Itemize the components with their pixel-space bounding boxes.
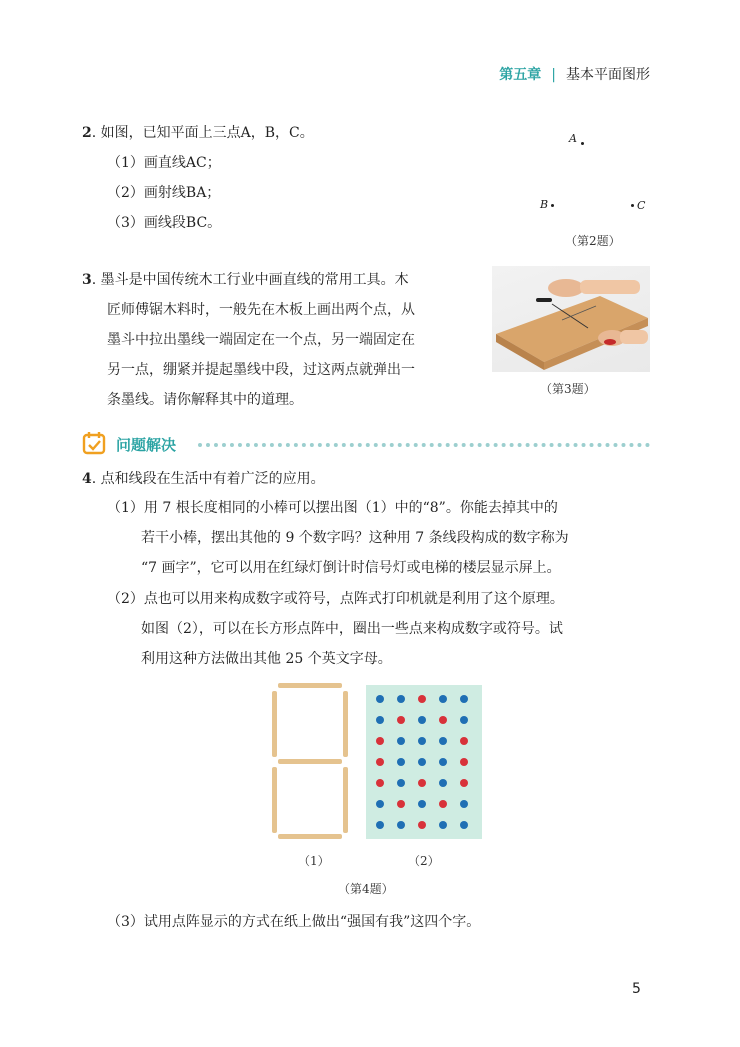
q2-number: 2	[82, 125, 92, 141]
matrix-dot	[439, 821, 447, 829]
q3-line-1	[82, 270, 409, 290]
matrix-dot	[397, 779, 405, 787]
matrix-dot	[418, 716, 426, 724]
q4-p2-line-1: （2）点也可以用来构成数字或符号，点阵式打印机就是利用了这个原理。	[107, 591, 564, 607]
matrix-dot	[439, 695, 447, 703]
q4-number: 4	[82, 471, 92, 487]
page-number: 5	[632, 981, 641, 997]
matrix-dot	[439, 800, 447, 808]
q4-caption: （第4题）	[338, 882, 394, 896]
matrix-dot	[418, 800, 426, 808]
ink-line-illustration	[492, 266, 650, 372]
matrix-dot	[376, 737, 384, 745]
stick-middle	[278, 759, 342, 764]
q4-p2-line-3: 利用这种方法做出其他 25 个英文字母。	[141, 651, 392, 667]
matrix-dot	[418, 758, 426, 766]
point-a-label: A	[569, 132, 577, 145]
matrix-dot	[376, 800, 384, 808]
matrix-dot	[376, 779, 384, 787]
q4-p1-line-2: 若干小棒，摆出其他的 9 个数字吗？这种用 7 条线段构成的数字称为	[141, 530, 569, 546]
matrix-dot	[397, 695, 405, 703]
point-c	[631, 204, 634, 207]
matrix-dot	[397, 758, 405, 766]
q3-line-2: 匠师傅锯木料时，一般先在木板上画出两个点，从	[107, 302, 415, 318]
dot-matrix-figure	[366, 685, 482, 839]
matrix-dot	[376, 758, 384, 766]
matrix-dot	[397, 737, 405, 745]
matrix-dot	[397, 800, 405, 808]
matrix-dot	[418, 695, 426, 703]
q3-line-1-text: . 墨斗是中国传统木工行业中画直线的常用工具。木	[91, 272, 409, 288]
header-separator: |	[551, 67, 556, 83]
matrix-dot	[460, 695, 468, 703]
q3-line-5: 条墨线。请你解释其中的道理。	[107, 392, 303, 408]
calendar-check-icon	[82, 431, 106, 455]
point-b	[551, 204, 554, 207]
stick-lower-left	[272, 767, 277, 833]
matrix-dot	[397, 716, 405, 724]
fig1-label: （1）	[298, 854, 330, 868]
q3-line-4: 另一点，绷紧并提起墨线中段，过这两点就弹出一	[107, 362, 415, 378]
seven-segment-figure	[268, 683, 352, 841]
q4-p1-line-1: （1）用 7 根长度相同的小棒可以摆出图（1）中的“8”。你能去掉其中的	[107, 500, 558, 516]
q4-p1-line-3: “7 画字”，它可以用在红绿灯倒计时信号灯或电梯的楼层显示屏上。	[141, 560, 561, 576]
q2-stem	[82, 123, 314, 143]
matrix-dot	[460, 779, 468, 787]
q4-stem-text: . 点和线段在生活中有着广泛的应用。	[91, 471, 325, 487]
chapter-title: 基本平面图形	[566, 67, 650, 83]
q2-stem-text: . 如图，已知平面上三点A，B，C。	[91, 125, 314, 141]
matrix-dot	[460, 800, 468, 808]
stick-bottom	[278, 834, 342, 839]
point-b-label: B	[540, 198, 549, 211]
section-divider	[198, 443, 650, 447]
matrix-dot	[418, 821, 426, 829]
fig2-label: （2）	[408, 854, 440, 868]
matrix-dot	[376, 821, 384, 829]
matrix-dot	[460, 716, 468, 724]
page-header	[499, 64, 650, 84]
stick-lower-right	[343, 767, 348, 833]
matrix-dot	[376, 695, 384, 703]
q3-caption: （第3题）	[540, 382, 596, 396]
matrix-dot	[439, 758, 447, 766]
matrix-dot	[397, 821, 405, 829]
stick-top	[278, 683, 342, 688]
matrix-dot	[439, 737, 447, 745]
q3-number: 3	[82, 272, 92, 288]
matrix-dot	[460, 737, 468, 745]
stick-upper-left	[272, 691, 277, 757]
matrix-dot	[418, 779, 426, 787]
point-a	[581, 142, 584, 145]
matrix-dot	[460, 821, 468, 829]
q2-item-1: （1）画直线AC；	[107, 155, 221, 171]
matrix-dot	[376, 716, 384, 724]
point-c-label: C	[637, 199, 646, 212]
ink-line-photo	[492, 266, 650, 372]
q3-line-3: 墨斗中拉出墨线一端固定在一个点，另一端固定在	[107, 332, 415, 348]
q2-item-2: （2）画射线BA；	[107, 185, 221, 201]
matrix-dot	[439, 779, 447, 787]
matrix-dot	[460, 758, 468, 766]
chapter-label: 第五章	[499, 67, 542, 83]
matrix-dot	[439, 716, 447, 724]
stick-upper-right	[343, 691, 348, 757]
q4-p2-line-2: 如图（2），可以在长方形点阵中，圈出一些点来构成数字或符号。试	[141, 621, 563, 637]
section-title: 问题解决	[116, 436, 177, 454]
matrix-dot	[418, 737, 426, 745]
q4-p3: （3）试用点阵显示的方式在纸上做出“强国有我”这四个字。	[107, 914, 481, 930]
q2-item-3: （3）画线段BC。	[107, 215, 222, 231]
q4-stem	[82, 469, 325, 489]
q2-caption: （第2题）	[565, 234, 621, 248]
